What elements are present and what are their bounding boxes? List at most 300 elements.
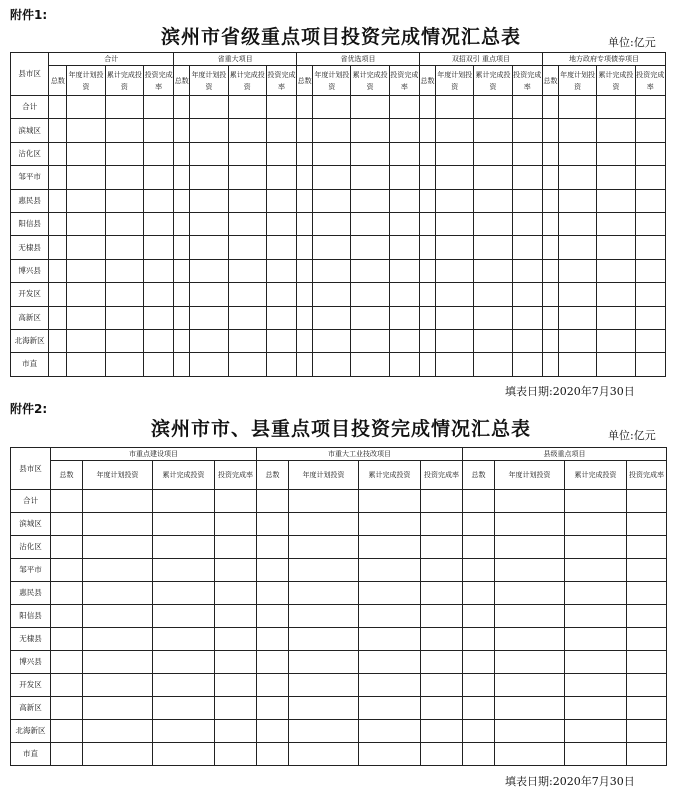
data-cell (474, 283, 512, 306)
data-cell (83, 490, 153, 513)
data-cell (389, 259, 419, 282)
row-label: 合计 (11, 96, 49, 119)
data-cell (542, 353, 558, 376)
data-cell (635, 236, 665, 259)
data-cell (190, 353, 228, 376)
data-cell (313, 236, 351, 259)
data-cell (359, 743, 421, 766)
data-cell (565, 674, 627, 697)
data-cell (635, 212, 665, 235)
data-cell (266, 212, 296, 235)
data-cell (174, 236, 190, 259)
attachment2-date: 填表日期:2020年7月30日 (505, 775, 635, 788)
data-cell (83, 559, 153, 582)
group-header: 双招双引 重点项目 (419, 53, 542, 66)
data-cell (83, 582, 153, 605)
data-cell (421, 536, 463, 559)
data-cell (512, 329, 542, 352)
row-label: 阳信县 (11, 605, 51, 628)
data-cell (463, 582, 495, 605)
data-cell (627, 605, 667, 628)
data-cell (359, 559, 421, 582)
data-cell (297, 96, 313, 119)
data-cell (627, 674, 667, 697)
data-cell (289, 651, 359, 674)
data-cell (105, 306, 143, 329)
table-row (11, 189, 666, 212)
row-label: 无棣县 (11, 628, 51, 651)
data-cell (421, 582, 463, 605)
row-label: 北海新区 (11, 329, 49, 352)
data-cell (419, 96, 435, 119)
data-cell (463, 674, 495, 697)
data-cell (559, 283, 597, 306)
data-cell (474, 189, 512, 212)
header-row-columns (11, 66, 666, 96)
row-label: 惠民县 (11, 189, 49, 212)
data-cell (463, 490, 495, 513)
data-cell (495, 674, 565, 697)
column-header: 投资完成率 (421, 461, 463, 490)
data-cell (512, 353, 542, 376)
data-cell (463, 605, 495, 628)
data-cell (421, 559, 463, 582)
data-cell (495, 651, 565, 674)
data-cell (419, 329, 435, 352)
data-cell (228, 189, 266, 212)
column-header: 总数 (51, 461, 83, 490)
data-cell (635, 259, 665, 282)
data-cell (313, 259, 351, 282)
column-header: 投资完成率 (266, 66, 296, 96)
attachment1-label: 附件1: (10, 8, 48, 22)
data-cell (421, 743, 463, 766)
data-cell (83, 743, 153, 766)
data-cell (565, 628, 627, 651)
data-cell (351, 259, 389, 282)
data-cell (266, 189, 296, 212)
column-header: 累计完成投资 (228, 66, 266, 96)
column-header: 总数 (419, 66, 435, 96)
data-cell (512, 236, 542, 259)
column-header: 总数 (257, 461, 289, 490)
data-cell (257, 674, 289, 697)
data-cell (215, 536, 257, 559)
row-label: 沾化区 (11, 142, 49, 165)
data-cell (436, 259, 474, 282)
data-cell (495, 697, 565, 720)
data-cell (565, 743, 627, 766)
data-cell (542, 236, 558, 259)
data-cell (542, 283, 558, 306)
data-cell (143, 166, 173, 189)
data-cell (436, 119, 474, 142)
data-cell (635, 142, 665, 165)
data-cell (67, 236, 105, 259)
row-label: 合计 (11, 490, 51, 513)
column-header: 年度计划投资 (313, 66, 351, 96)
data-cell (495, 582, 565, 605)
data-cell (49, 96, 67, 119)
data-cell (190, 142, 228, 165)
data-cell (289, 720, 359, 743)
data-cell (351, 212, 389, 235)
data-cell (215, 628, 257, 651)
data-cell (597, 259, 635, 282)
data-cell (463, 651, 495, 674)
attachment2-unit: 单位:亿元 (608, 429, 656, 442)
data-cell (597, 353, 635, 376)
data-cell (313, 96, 351, 119)
data-cell (190, 259, 228, 282)
attachment1-title: 滨州市省级重点项目投资完成情况汇总表 (160, 26, 521, 48)
data-cell (389, 306, 419, 329)
data-cell (190, 212, 228, 235)
table-row (11, 536, 667, 559)
data-cell (51, 651, 83, 674)
data-cell (289, 513, 359, 536)
table-row (11, 306, 666, 329)
data-cell (627, 582, 667, 605)
column-header: 累计完成投资 (351, 66, 389, 96)
data-cell (143, 212, 173, 235)
data-cell (215, 513, 257, 536)
data-cell (565, 720, 627, 743)
group-header: 合计 (49, 53, 174, 66)
data-cell (257, 559, 289, 582)
table-row (11, 628, 667, 651)
data-cell (297, 306, 313, 329)
data-cell (266, 142, 296, 165)
data-cell (190, 329, 228, 352)
data-cell (49, 119, 67, 142)
data-cell (351, 166, 389, 189)
data-cell (153, 605, 215, 628)
data-cell (565, 605, 627, 628)
data-cell (105, 142, 143, 165)
table-row (11, 283, 666, 306)
data-cell (351, 353, 389, 376)
data-cell (635, 306, 665, 329)
data-cell (174, 283, 190, 306)
data-cell (174, 189, 190, 212)
data-cell (419, 189, 435, 212)
data-cell (266, 166, 296, 189)
data-cell (51, 490, 83, 513)
data-cell (495, 536, 565, 559)
column-header: 年度计划投资 (67, 66, 105, 96)
row-label: 阳信县 (11, 212, 49, 235)
data-cell (51, 582, 83, 605)
data-cell (297, 119, 313, 142)
data-cell (559, 142, 597, 165)
data-cell (313, 119, 351, 142)
data-cell (542, 189, 558, 212)
column-header: 总数 (174, 66, 190, 96)
data-cell (266, 306, 296, 329)
row-label: 高新区 (11, 697, 51, 720)
data-cell (436, 96, 474, 119)
data-cell (174, 96, 190, 119)
table-row (11, 743, 667, 766)
data-cell (174, 142, 190, 165)
data-cell (436, 189, 474, 212)
data-cell (627, 490, 667, 513)
data-cell (51, 674, 83, 697)
data-cell (351, 119, 389, 142)
data-cell (421, 697, 463, 720)
data-cell (313, 166, 351, 189)
data-cell (143, 96, 173, 119)
data-cell (105, 283, 143, 306)
data-cell (436, 306, 474, 329)
data-cell (153, 490, 215, 513)
data-cell (635, 189, 665, 212)
data-cell (105, 259, 143, 282)
data-cell (474, 236, 512, 259)
data-cell (597, 166, 635, 189)
data-cell (419, 142, 435, 165)
data-cell (83, 605, 153, 628)
data-cell (215, 582, 257, 605)
data-cell (51, 697, 83, 720)
data-cell (215, 490, 257, 513)
data-cell (215, 651, 257, 674)
table-row (11, 259, 666, 282)
data-cell (67, 259, 105, 282)
data-cell (559, 259, 597, 282)
data-cell (359, 674, 421, 697)
data-cell (421, 674, 463, 697)
attachment1-table (10, 52, 666, 377)
data-cell (559, 212, 597, 235)
data-cell (463, 743, 495, 766)
data-cell (297, 236, 313, 259)
data-cell (105, 96, 143, 119)
data-cell (512, 283, 542, 306)
data-cell (419, 236, 435, 259)
data-cell (389, 142, 419, 165)
data-cell (266, 283, 296, 306)
data-cell (597, 236, 635, 259)
data-cell (143, 283, 173, 306)
data-cell (359, 720, 421, 743)
data-cell (174, 212, 190, 235)
header-row-groups (11, 448, 667, 461)
data-cell (389, 189, 419, 212)
data-cell (49, 166, 67, 189)
data-cell (419, 283, 435, 306)
data-cell (153, 651, 215, 674)
row-label: 沾化区 (11, 536, 51, 559)
data-cell (67, 142, 105, 165)
data-cell (297, 189, 313, 212)
row-label: 北海新区 (11, 720, 51, 743)
data-cell (389, 96, 419, 119)
data-cell (627, 697, 667, 720)
data-cell (359, 628, 421, 651)
data-cell (313, 329, 351, 352)
attachment2-label: 附件2: (10, 402, 48, 416)
data-cell (436, 142, 474, 165)
data-cell (257, 628, 289, 651)
data-cell (627, 559, 667, 582)
data-cell (359, 697, 421, 720)
data-cell (359, 605, 421, 628)
row-label: 博兴县 (11, 651, 51, 674)
data-cell (512, 189, 542, 212)
column-header: 投资完成率 (512, 66, 542, 96)
data-cell (297, 259, 313, 282)
data-cell (512, 166, 542, 189)
data-cell (67, 353, 105, 376)
data-cell (565, 513, 627, 536)
data-cell (627, 651, 667, 674)
data-cell (83, 720, 153, 743)
data-cell (627, 720, 667, 743)
column-header: 累计完成投资 (153, 461, 215, 490)
column-header: 总数 (463, 461, 495, 490)
data-cell (436, 166, 474, 189)
data-cell (49, 189, 67, 212)
data-cell (143, 119, 173, 142)
data-cell (49, 283, 67, 306)
data-cell (421, 605, 463, 628)
group-header: 省重大项目 (174, 53, 297, 66)
attachment2-title: 滨州市市、县重点项目投资完成情况汇总表 (150, 418, 531, 440)
data-cell (228, 259, 266, 282)
data-cell (297, 353, 313, 376)
data-cell (597, 212, 635, 235)
data-cell (635, 353, 665, 376)
data-cell (297, 166, 313, 189)
data-cell (297, 212, 313, 235)
data-cell (174, 329, 190, 352)
data-cell (597, 283, 635, 306)
data-cell (289, 559, 359, 582)
data-cell (257, 490, 289, 513)
data-cell (174, 306, 190, 329)
data-cell (421, 651, 463, 674)
data-cell (67, 119, 105, 142)
data-cell (474, 96, 512, 119)
data-cell (495, 605, 565, 628)
data-cell (153, 674, 215, 697)
data-cell (463, 536, 495, 559)
data-cell (495, 513, 565, 536)
data-cell (266, 353, 296, 376)
data-cell (228, 212, 266, 235)
data-cell (389, 353, 419, 376)
data-cell (419, 306, 435, 329)
data-cell (67, 212, 105, 235)
data-cell (463, 697, 495, 720)
column-header: 累计完成投资 (474, 66, 512, 96)
data-cell (351, 189, 389, 212)
data-cell (190, 119, 228, 142)
data-cell (351, 142, 389, 165)
column-header: 投资完成率 (635, 66, 665, 96)
data-cell (228, 142, 266, 165)
data-cell (474, 212, 512, 235)
column-header: 投资完成率 (627, 461, 667, 490)
data-cell (351, 283, 389, 306)
data-cell (297, 142, 313, 165)
table-row (11, 329, 666, 352)
data-cell (351, 96, 389, 119)
data-cell (174, 259, 190, 282)
data-cell (389, 212, 419, 235)
column-header: 年度计划投资 (190, 66, 228, 96)
data-cell (190, 306, 228, 329)
data-cell (257, 536, 289, 559)
group-header: 省优选项目 (297, 53, 420, 66)
data-cell (419, 353, 435, 376)
column-header: 累计完成投资 (105, 66, 143, 96)
data-cell (153, 743, 215, 766)
data-cell (49, 259, 67, 282)
data-cell (313, 189, 351, 212)
row-label: 滨城区 (11, 119, 49, 142)
row-label: 市直 (11, 353, 49, 376)
header-row-groups (11, 53, 666, 66)
data-cell (257, 720, 289, 743)
data-cell (289, 490, 359, 513)
data-cell (436, 236, 474, 259)
row-label: 高新区 (11, 306, 49, 329)
data-cell (83, 536, 153, 559)
data-cell (228, 306, 266, 329)
data-cell (389, 119, 419, 142)
data-cell (542, 142, 558, 165)
data-cell (49, 353, 67, 376)
data-cell (313, 212, 351, 235)
row-label: 市直 (11, 743, 51, 766)
data-cell (635, 119, 665, 142)
data-cell (627, 628, 667, 651)
data-cell (474, 259, 512, 282)
data-cell (559, 189, 597, 212)
data-cell (351, 236, 389, 259)
data-cell (474, 166, 512, 189)
table-row (11, 166, 666, 189)
data-cell (105, 329, 143, 352)
data-cell (565, 536, 627, 559)
table-row (11, 490, 667, 513)
data-cell (289, 697, 359, 720)
data-cell (512, 259, 542, 282)
data-cell (190, 96, 228, 119)
data-cell (51, 628, 83, 651)
group-header: 市重大工业技改项目 (257, 448, 463, 461)
data-cell (313, 353, 351, 376)
data-cell (153, 559, 215, 582)
data-cell (143, 306, 173, 329)
data-cell (153, 628, 215, 651)
data-cell (436, 353, 474, 376)
data-cell (49, 329, 67, 352)
data-cell (83, 697, 153, 720)
data-cell (389, 283, 419, 306)
data-cell (257, 743, 289, 766)
data-cell (474, 353, 512, 376)
row-header-cell: 县市区 (11, 448, 51, 490)
table-row (11, 605, 667, 628)
column-header: 年度计划投资 (436, 66, 474, 96)
data-cell (542, 329, 558, 352)
data-cell (565, 651, 627, 674)
data-cell (257, 582, 289, 605)
